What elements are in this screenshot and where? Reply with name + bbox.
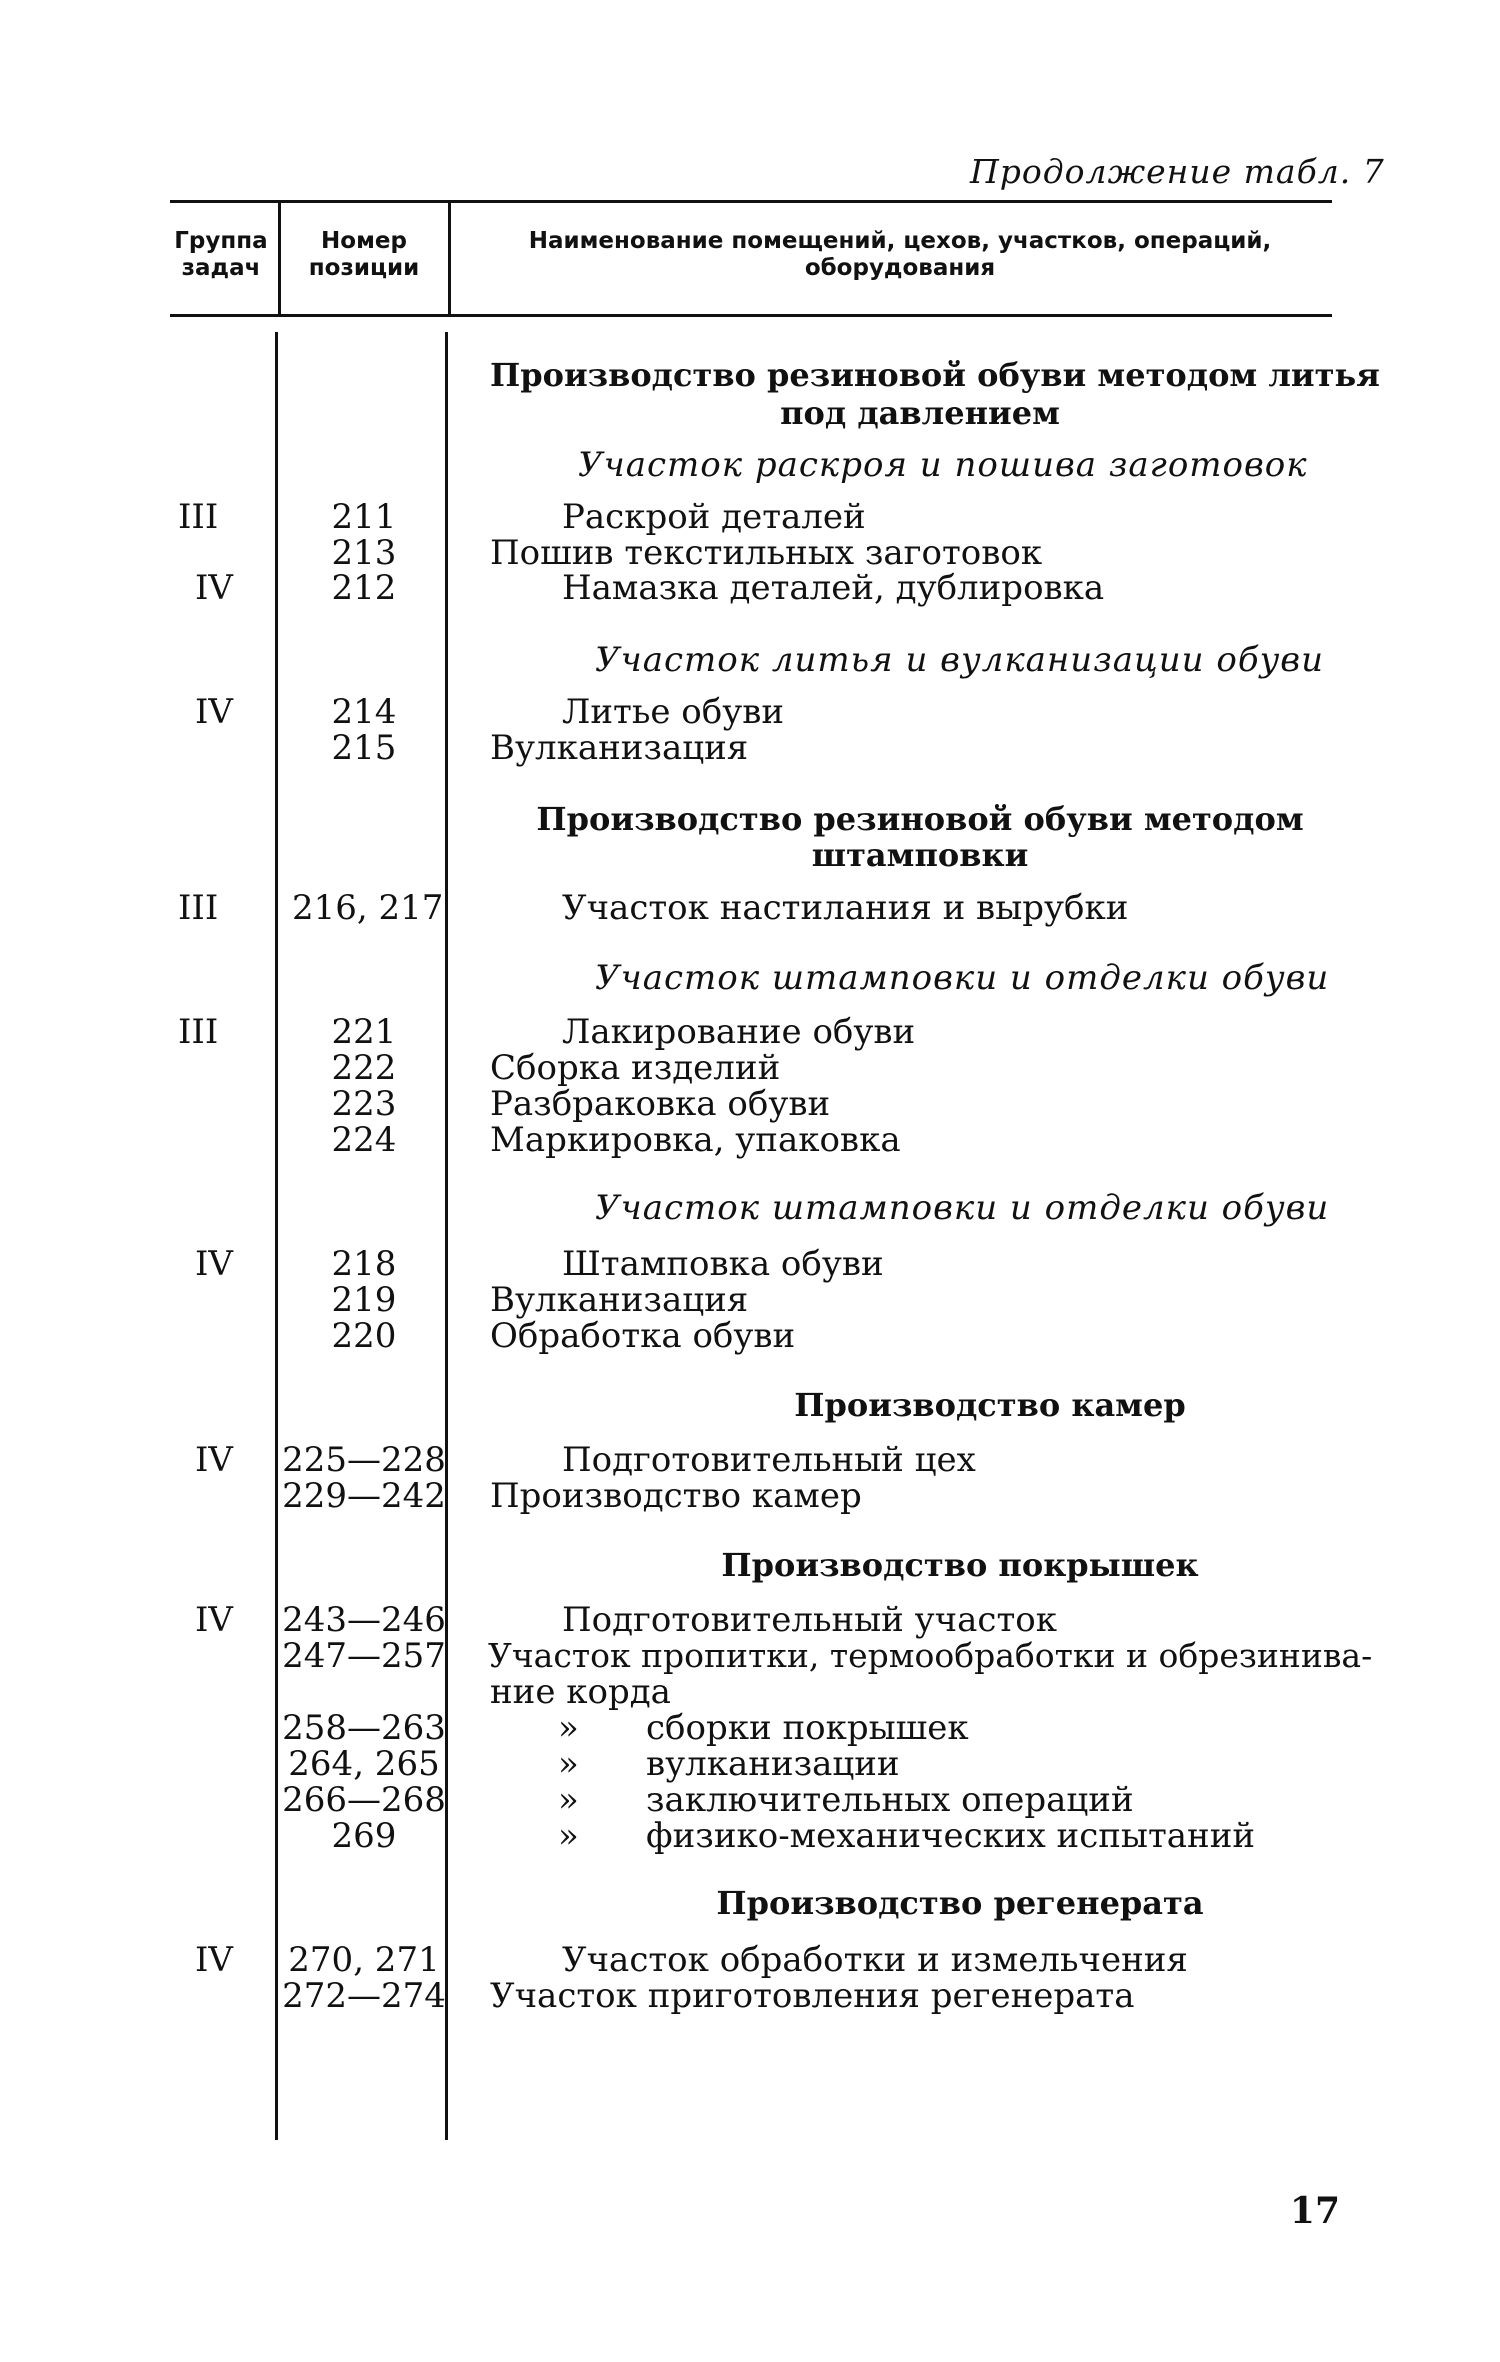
- position-cell: 258—263: [282, 1708, 446, 1748]
- name-cell: Пошив текстильных заготовок: [490, 533, 1043, 573]
- group-cell: III: [178, 497, 219, 537]
- name-cell: Маркировка, упаковка: [490, 1120, 901, 1160]
- section-title-tires: Производство покрышек: [721, 1546, 1199, 1584]
- group-cell: IV: [195, 1440, 233, 1480]
- subsection-cutting: Участок раскроя и пошива заготовок: [578, 445, 1308, 485]
- subsection-stamping-finishing-1: Участок штамповки и отделки обуви: [595, 958, 1330, 998]
- ditto-mark: »: [558, 1816, 579, 1856]
- position-cell: 243—246: [282, 1600, 446, 1640]
- header-divider-1: [278, 203, 281, 314]
- header-name-col: Наименование помещений, цехов, участков, операций, оборудования: [528, 228, 1272, 281]
- position-cell: 220: [331, 1316, 397, 1356]
- table-top-rule: [170, 200, 1332, 203]
- header-divider-2: [448, 203, 451, 314]
- name-cell: Участок пропитки, термообработки и обрезинива-: [488, 1636, 1373, 1675]
- position-cell: 264, 265: [288, 1744, 440, 1784]
- name-cell: Обработка обуви: [490, 1316, 796, 1356]
- position-cell: 272—274: [282, 1976, 446, 2016]
- name-cell: Разбраковка обуви: [490, 1084, 831, 1124]
- position-cell: 221: [331, 1012, 397, 1052]
- ditto-mark: »: [558, 1708, 579, 1748]
- position-cell: 213: [331, 533, 397, 573]
- header-bottom-rule: [170, 314, 1332, 317]
- position-cell: 224: [331, 1120, 397, 1160]
- name-cell: Участок обработки и измельчения: [562, 1940, 1188, 1980]
- position-cell: 269: [331, 1816, 397, 1856]
- section-title-reclaim: Производство регенерата: [716, 1884, 1204, 1922]
- position-cell: 218: [331, 1244, 397, 1284]
- name-cell: Литье обуви: [562, 692, 785, 732]
- group-cell: IV: [195, 568, 233, 608]
- group-cell: IV: [195, 1600, 233, 1640]
- position-cell: 247—257: [282, 1636, 446, 1676]
- name-cell: Сборка изделий: [490, 1048, 781, 1088]
- name-cell-continued: ние корда: [490, 1672, 671, 1712]
- group-cell: III: [178, 1012, 219, 1052]
- group-cell: III: [178, 888, 219, 928]
- position-cell: 225—228: [282, 1440, 446, 1480]
- name-cell: Штамповка обуви: [562, 1244, 884, 1284]
- name-cell: Раскрой деталей: [562, 497, 866, 537]
- position-cell: 222: [331, 1048, 397, 1088]
- section-title-casting: Производство резиновой обуви методом литья под давлением: [490, 356, 1380, 432]
- header-group-col: Группа задач: [174, 228, 268, 281]
- ditto-mark: »: [558, 1744, 579, 1784]
- subsection-casting-vulcanization: Участок литья и вулканизации обуви: [595, 640, 1324, 680]
- position-cell: 270, 271: [288, 1940, 440, 1980]
- name-cell: Вулканизация: [490, 1280, 749, 1320]
- position-cell: 211: [331, 497, 397, 537]
- section-title-stamping: Производство резиновой обуви методом штамповки: [536, 800, 1304, 874]
- position-cell: 219: [331, 1280, 397, 1320]
- position-cell: 215: [331, 728, 397, 768]
- name-cell: Намазка деталей, дублировка: [562, 568, 1105, 608]
- position-cell: 212: [331, 568, 397, 608]
- name-cell: физико-механических испытаний: [646, 1816, 1256, 1856]
- name-cell: Лакирование обуви: [562, 1012, 916, 1052]
- subsection-stamping-finishing-2: Участок штамповки и отделки обуви: [595, 1188, 1330, 1228]
- header-position-col: Номер позиции: [308, 228, 420, 281]
- body-divider-1: [275, 332, 278, 2140]
- group-cell: IV: [195, 1940, 233, 1980]
- page-number: 17: [1289, 2190, 1340, 2232]
- group-cell: IV: [195, 1244, 233, 1284]
- position-cell: 216, 217: [292, 888, 444, 928]
- ditto-mark: »: [558, 1780, 579, 1820]
- name-cell: сборки покрышек: [646, 1708, 969, 1748]
- name-cell: Подготовительный участок: [562, 1600, 1057, 1640]
- name-cell: Участок настилания и вырубки: [562, 888, 1129, 928]
- name-cell: Участок приготовления регенерата: [490, 1976, 1135, 2016]
- group-cell: IV: [195, 692, 233, 732]
- continuation-caption: Продолжение табл. 7: [970, 152, 1385, 191]
- name-cell: Подготовительный цех: [562, 1440, 976, 1480]
- position-cell: 229—242: [282, 1476, 446, 1516]
- position-cell: 214: [331, 692, 397, 732]
- position-cell: 223: [331, 1084, 397, 1124]
- name-cell: заключительных операций: [646, 1780, 1134, 1820]
- name-cell: вулканизации: [646, 1744, 900, 1784]
- name-cell: Вулканизация: [490, 728, 749, 768]
- section-title-tubes: Производство камер: [794, 1386, 1186, 1424]
- name-cell: Производство камер: [490, 1476, 862, 1516]
- position-cell: 266—268: [282, 1780, 446, 1820]
